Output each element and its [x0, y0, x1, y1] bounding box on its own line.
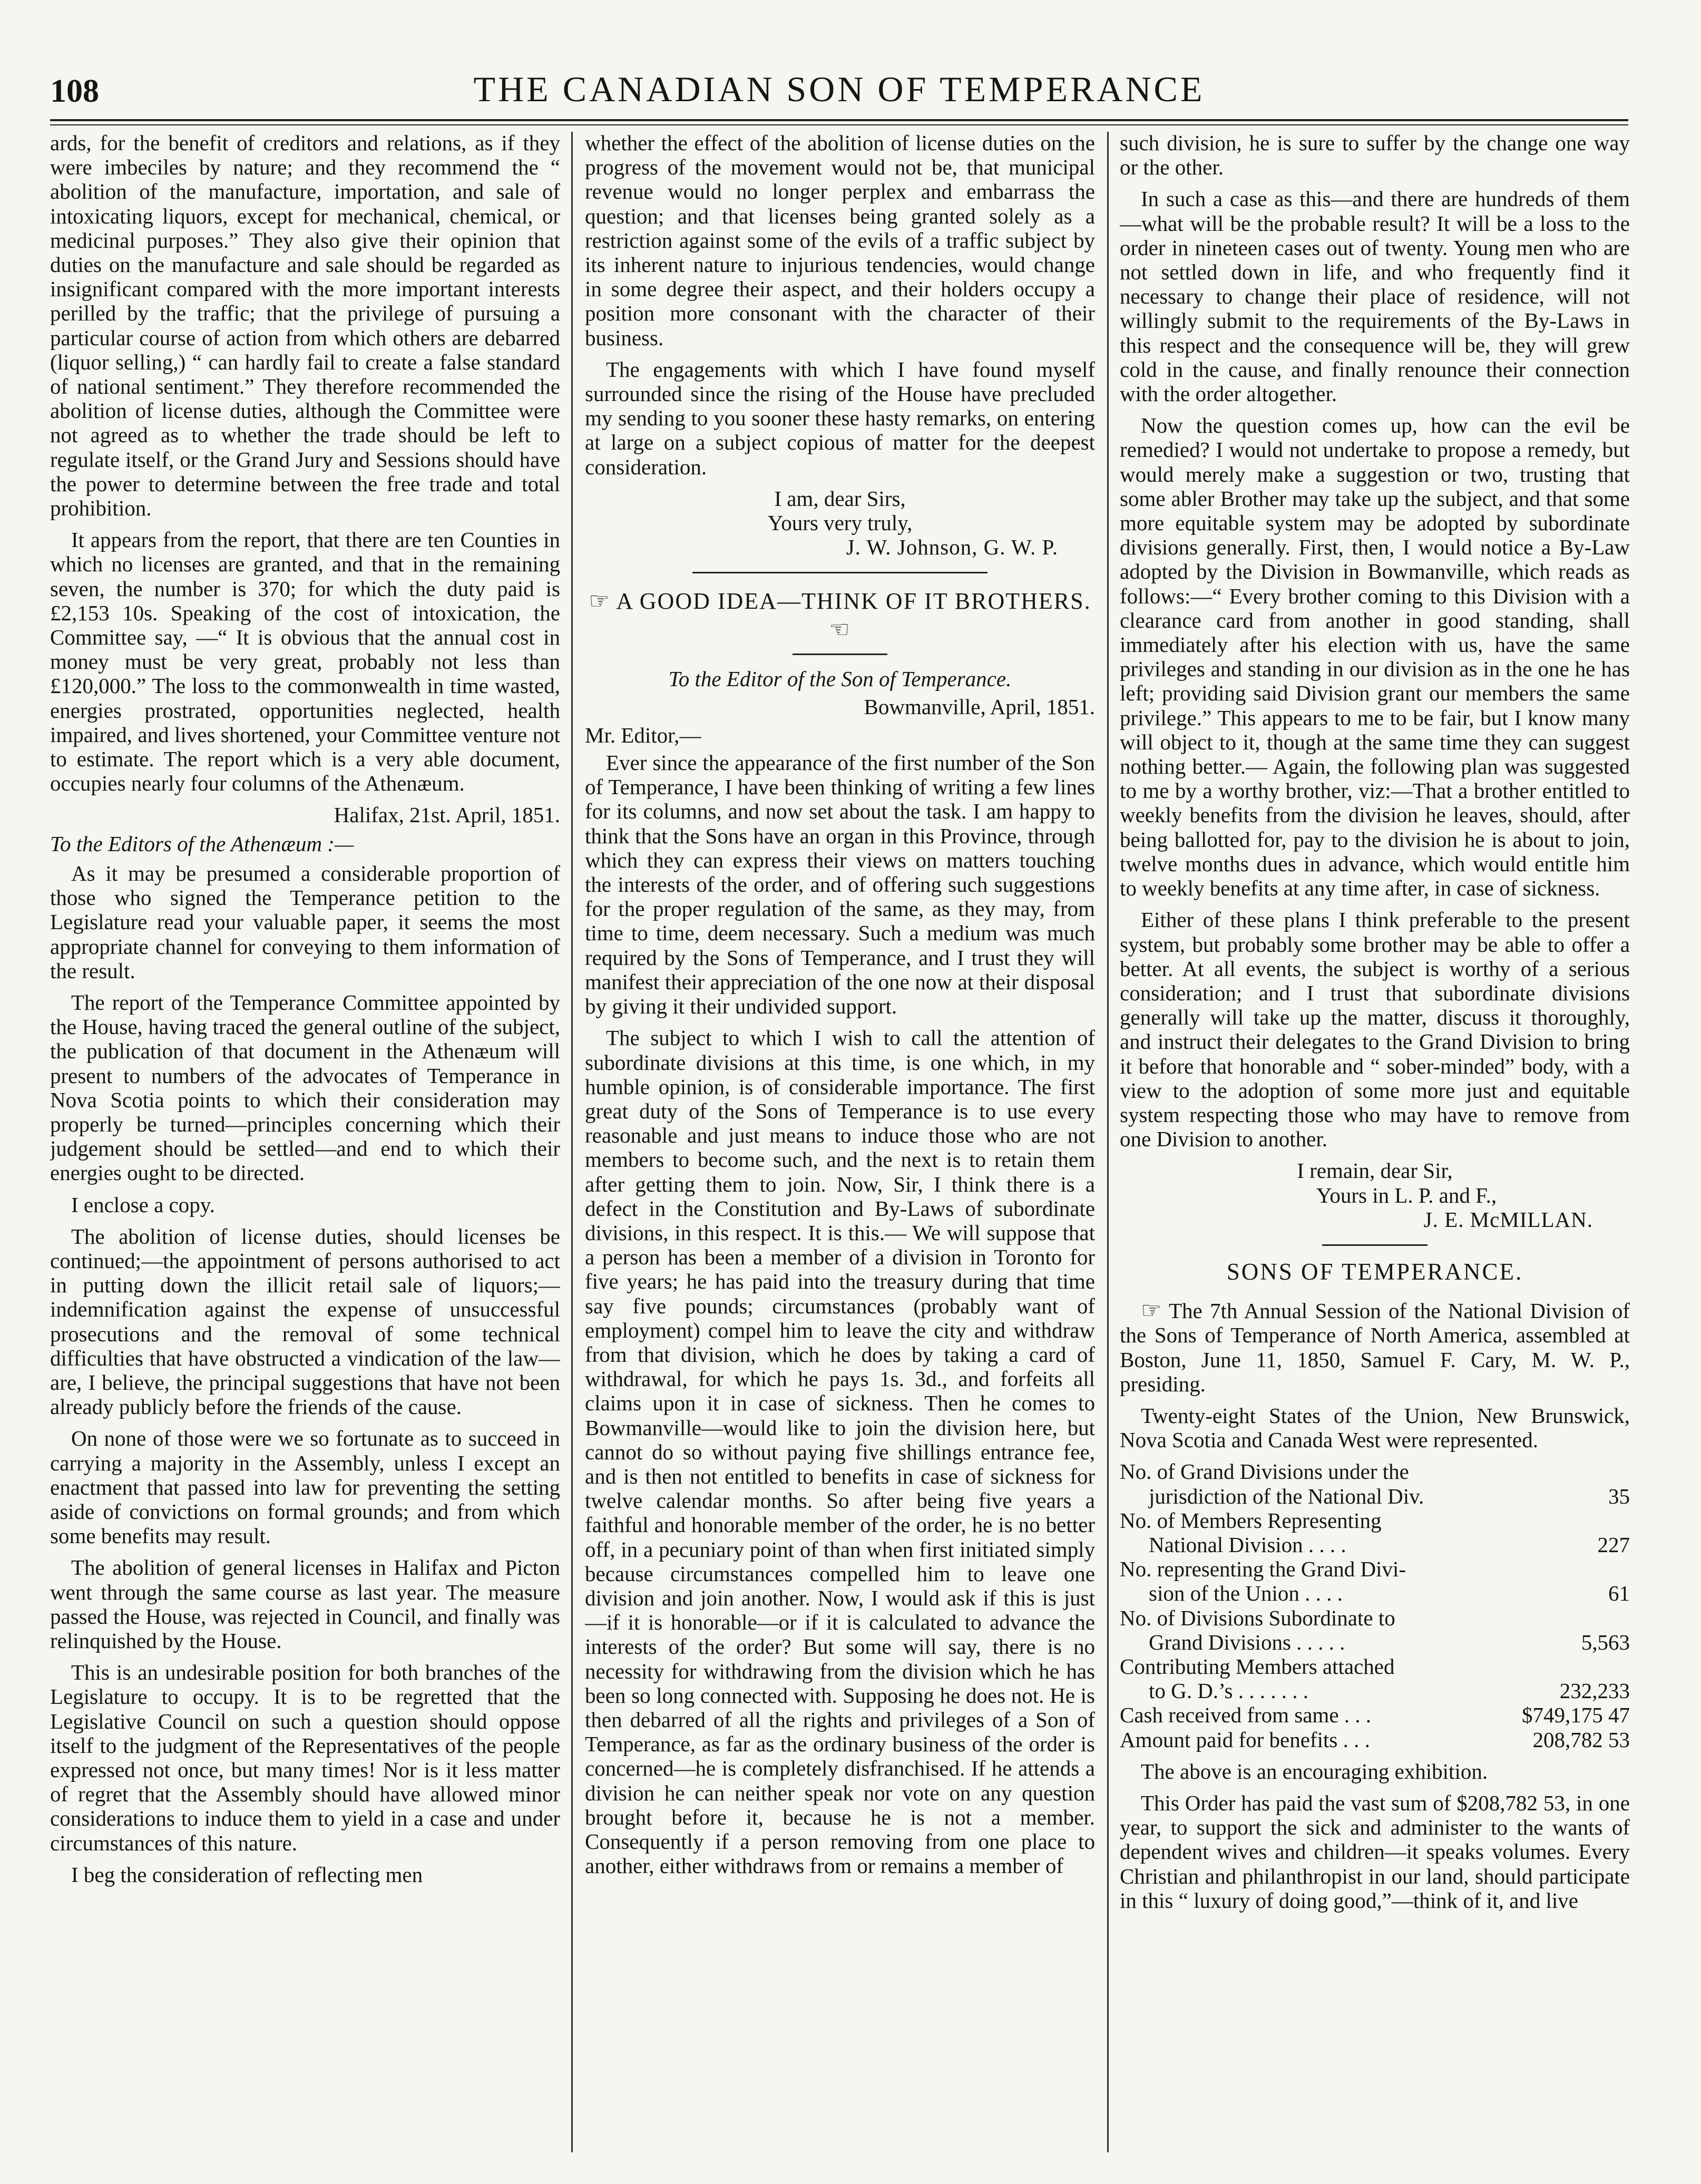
stat-row [1120, 1557, 1630, 1605]
stat-row [1120, 1459, 1630, 1508]
stat-label: No. of Divisions Subordinate to Grand Divisions . . . . . [1120, 1605, 1395, 1654]
paragraph: This is an undesirable position for both branches of the Legislature to occupy. It is to be regretted that the Legislative Council on such a question should oppose itself to the judgment of the Representatives of the people expressed not once, but many times! Nor is it less matter of regret that the Assembly should have allowed minor considerations to induce them to yield in a case and under circumstances of this nature. [50, 1660, 560, 1855]
section-rule [1322, 1244, 1428, 1246]
letter-closing: I am, dear Sirs, [774, 486, 906, 511]
stat-row [1120, 1703, 1630, 1727]
letter-dateline: Bowmanville, April, 1851. [864, 694, 1095, 719]
pointing-hand-icon: ☞ [1141, 1297, 1162, 1324]
letter-signature: J. E. McMILLAN. [1423, 1207, 1593, 1232]
page-header [50, 62, 1628, 120]
paragraph: I beg the consideration of reflecting men [71, 1862, 423, 1887]
stat-label: Cash received from same . . . [1120, 1703, 1372, 1728]
stat-label: Contributing Members attached to G. D.’s . . . . . . . [1120, 1654, 1395, 1703]
stat-value: $749,175 47 [1522, 1703, 1630, 1728]
column-3 [1120, 131, 1630, 2152]
paragraph: Either of these plans I think preferable to the present system, but probably some brother may be able to offer a better. At all events, the subject is worthy of a serious consideration; and I trust that subordinate divisions generally will take up the matter, discuss it thoroughly, and instruct their delegates to the Grand Division to bring it before that honorable and “ sober-minded” body, with a view to the adoption of some more just and equitable system respecting those who may have to remove from one Division to another. [1120, 908, 1630, 1152]
paragraph: ards, for the benefit of creditors and relations, as if they were imbeciles by nature; and they recommend the “ abolition of the manufacture, importation, and sale of intoxicating liquors, except for mechanical, chemical, or medicinal purposes.” They also give their opinion that duties on the manufacture and sale should be regarded as insignificant compared with the more important interests perilled by the traffic; that the privilege of pursuing a particular course of action from which others are debarred (liquor selling,) “ can hardly fail to create a false standard of national sentiment.” They therefore recommended the abolition of license duties, although the Committee were not agreed as to whether the trade should be left to regulate itself, or the Grand Jury and Sessions should have the power to determine between the free trade and total prohibition. [50, 131, 560, 521]
paragraph: The above is an encouraging exhibition. [1141, 1759, 1488, 1783]
paragraph: Twenty-eight States of the Union, New Brunswick, Nova Scotia and Canada West were represented. [1120, 1403, 1630, 1452]
paragraph: whether the effect of the abolition of license duties on the progress of the movement would not be, that municipal revenue would no longer perplex and embarrass the question; and that licenses being granted solely as a restriction against some of the evils of a traffic subject by its inherent nature to injurious tendencies, would change in some degree their aspect, and their holders occupy a position more consonant with the character of their business. [585, 131, 1095, 350]
pointing-hand-icon: ☞ [589, 588, 611, 615]
letter-signature: J. W. Johnson, G. W. P. [846, 535, 1058, 560]
section-rule [692, 572, 988, 573]
paragraph: The report of the Temperance Committee appointed by the House, having traced the general outline of the subject, the publication of that document in the Athenæum will present to numbers of the advocates of Temperance in Nova Scotia points to which their consideration may properly be turned—principles concerning which their judgement should be settled—and end to which their energies ought to be directed. [50, 990, 560, 1185]
letter-salutation: To the Editors of the Athenæum :— [50, 831, 354, 856]
letter-closing: I remain, dear Sir, [1297, 1158, 1453, 1183]
paragraph-text: The 7th Annual Session of the National Division of the Sons of Temperance of North America, assembled at Boston, June 11, 1850, Samuel F. Cary, M. W. P., presiding. [1120, 1299, 1630, 1396]
letter-addressee: To the Editor of the Son of Temperance. [668, 667, 1012, 691]
paragraph: In such a case as this—and there are hundreds of them—what will be the probable result? It will be a loss to the order in nineteen cases out of twenty. Young men who are not settled down in life, and who frequently find it necessary to change their place of residence, will not willingly submit to the requirements of the By-Laws in this respect and the consequence will be, they will grew cold in the cause, and finally renounce their connection with the order altogether. [1120, 187, 1630, 406]
masthead-title: THE CANADIAN SON OF TEMPERANCE [473, 69, 1205, 109]
article-heading: SONS OF TEMPERANCE. [1226, 1258, 1523, 1285]
paragraph: This Order has paid the vast sum of $208,782 53, in one year, to support the sick and administer to the wants of dependent wives and children—it speaks volumes. Every Christian and philanthropist in our land, should participate in this “ luxury of doing good,”—think of it, and live [1120, 1791, 1630, 1913]
stat-value: 227 [1597, 1532, 1630, 1557]
paragraph: The abolition of license duties, should licenses be continued;—the appointment of persons authorised to act in putting down the illicit retail sale of liquors;—indemnification against the expense of unsuccessful prosecutions and the removal of some technical difficulties that have obstructed a vindication of the law—are, I believe, the principal suggestions that have not been already publicly before the friends of the cause. [50, 1224, 560, 1419]
header-rule [50, 119, 1628, 121]
stat-value: 5,563 [1581, 1630, 1630, 1654]
letter-closing: Yours in L. P. and F., [1316, 1183, 1497, 1207]
paragraph: The subject to which I wish to call the attention of subordinate divisions at this time, is one which, in my humble opinion, is of considerable importance. The first great duty of the Sons of Temperance is to use every reasonable and just means to induce those who are not members to become such, and the next is to retain them after getting them to join. Now, Sir, I think there is a defect in the Constitution and By-Laws of subordinate divisions, in this respect. It is this.— We will suppose that a person has been a member of a division in Toronto for five years; he has paid into the treasury during that time say five pounds; circumstances (probably want of employment) compel him to leave the city and withdraw from that division, which he does by taking a card of withdrawal, for which he pays 1s. 3d., and forfeits all claims upon it in case of sickness. Then he comes to Bowmanville—would like to join the division here, but cannot do so without paying five shillings entrance fee, and is then not entitled to benefits in case of sickness for twelve calendar months. So after being five years a faithful and honorable member of the order, he is no better off, in a pecuniary point of than when first initiated simply because circumstances compelled him to leave one division and join another. Now, I would ask if this is just—if it is honorable—or if it is calculated to advance the interests of the order? But some will say, there is no necessity for withdrawing from the division which he has been so long connected with. Supposing he does not. He is then debarred of all the rights and privileges of a Son of Temperance, as far as the ordinary business of the order is concerned—he is completely disfranchised. If he attends a division he can neither speak nor vote on any question brought before it, because he is not a member. Consequently if a person removing from one place to another, either withdraws from or remains a member of [585, 1026, 1095, 1878]
stat-value: 61 [1608, 1581, 1630, 1606]
stat-label: No. representing the Grand Divi- sion of the Union . . . . [1120, 1557, 1406, 1606]
paragraph: Ever since the appearance of the first number of the Son of Temperance, I have been thinking of writing a few lines for its columns, and now set about the task. I am happy to think that the Sons have an organ in this Province, through which they can express their views on matters touching the interests of the order, and of offering such suggestions for the proper regulation of the same, as they may, from time to time, deem necessary. Such a medium was much required by the Sons of Temperance, and I trust they will manifest their appreciation of the one now at their disposal by giving it their undivided support. [585, 750, 1095, 1019]
article-heading-text: A GOOD IDEA—THINK OF IT BROTHERS. [616, 588, 1091, 615]
letter-closing: Yours very truly, [767, 511, 913, 535]
stat-label: No. of Members Representing National Division . . . . [1120, 1508, 1382, 1557]
paragraph [1120, 1299, 1630, 1396]
stat-row [1120, 1508, 1630, 1557]
stat-value: 232,233 [1559, 1679, 1630, 1703]
page-number: 108 [50, 73, 99, 109]
letter-salutation: Mr. Editor,— [585, 723, 701, 747]
paragraph: As it may be presumed a considerable proportion of those who signed the Temperance petition to the Legislature read your valuable paper, it seems the most appropriate channel for conveying to them information of the result. [50, 861, 560, 983]
stat-row [1120, 1606, 1630, 1654]
paragraph: On none of those were we so fortunate as to succeed in carrying a majority in the Assembly, unless I except an enactment that passed into law for preventing the setting aside of convictions on formal grounds; and from which some benefits may result. [50, 1426, 560, 1548]
column-rule [571, 132, 573, 2152]
paragraph: Now the question comes up, how can the evil be remedied? I would not undertake to propose a remedy, but would merely make a suggestion or two, trusting that some abler Brother may take up the subject, and that some more equitable system may be adopted by subordinate divisions generally. First, then, I would notice a By-Law adopted by the Division in Bowmanville, which reads as follows:—“ Every brother coming to this Division with a clearance card from another in good standing, shall immediately after his election with us, have the same privileges and standing in our division as in the one he has left; providing said Division grant our members the same privilege.” This appears to me to be fair, but I know many will object to it, though at the same time they can suggest nothing better.— Again, the following plan was suggested to me by a worthy brother, viz:—That a brother entitled to weekly benefits from the division he leaves, should, after being ballotted for, pay to the division he is about to join, twelve months dues in advance, which would entitle him to weekly benefits at any time after, in case of sickness. [1120, 413, 1630, 901]
paragraph: I enclose a copy. [71, 1192, 215, 1217]
stat-row [1120, 1654, 1630, 1703]
column-rule [1107, 132, 1109, 2152]
column-2 [585, 131, 1095, 2152]
paragraph: The engagements with which I have found myself surrounded since the rising of the House have precluded my sending to you sooner these hasty remarks, on entering at large on a subject copious of matter for the deepest consideration. [585, 357, 1095, 479]
paragraph: such division, he is sure to suffer by the change one way or the other. [1120, 131, 1630, 180]
header-rule-thin [50, 124, 1628, 125]
pointing-hand-icon: ☜ [829, 616, 851, 643]
stat-value: 35 [1608, 1484, 1630, 1508]
article-heading [585, 587, 1095, 644]
paragraph: The abolition of general licenses in Halifax and Picton went through the same course as last year. The measure passed the House, was rejected in Council, and finally was relinquished by the House. [50, 1555, 560, 1653]
stat-value: 208,782 53 [1532, 1727, 1630, 1752]
stat-label: Amount paid for benefits . . . [1120, 1727, 1370, 1752]
paragraph: It appears from the report, that there are ten Counties in which no licenses are granted, and that in the remaining seven, the number is 370; for which the duty paid is £2,153 10s. Speaking of the cost of intoxication, the Committee say, —“ It is obvious that the annual cost in money must be very great, probably not less than £120,000.” The loss to the commonwealth in time wasted, energies prostrated, opportunities neglected, health impaired, and lives shortened, your Committee venture not to estimate. The report which is a very able document, occupies nearly four columns of the Athenæum. [50, 528, 560, 796]
letter-dateline: Halifax, 21st. April, 1851. [334, 803, 560, 827]
stat-label: No. of Grand Divisions under the jurisdiction of the National Div. [1120, 1459, 1424, 1508]
column-1 [50, 131, 560, 2152]
stat-row [1120, 1728, 1630, 1752]
statistics-table [1120, 1459, 1630, 1751]
section-rule [793, 654, 887, 655]
